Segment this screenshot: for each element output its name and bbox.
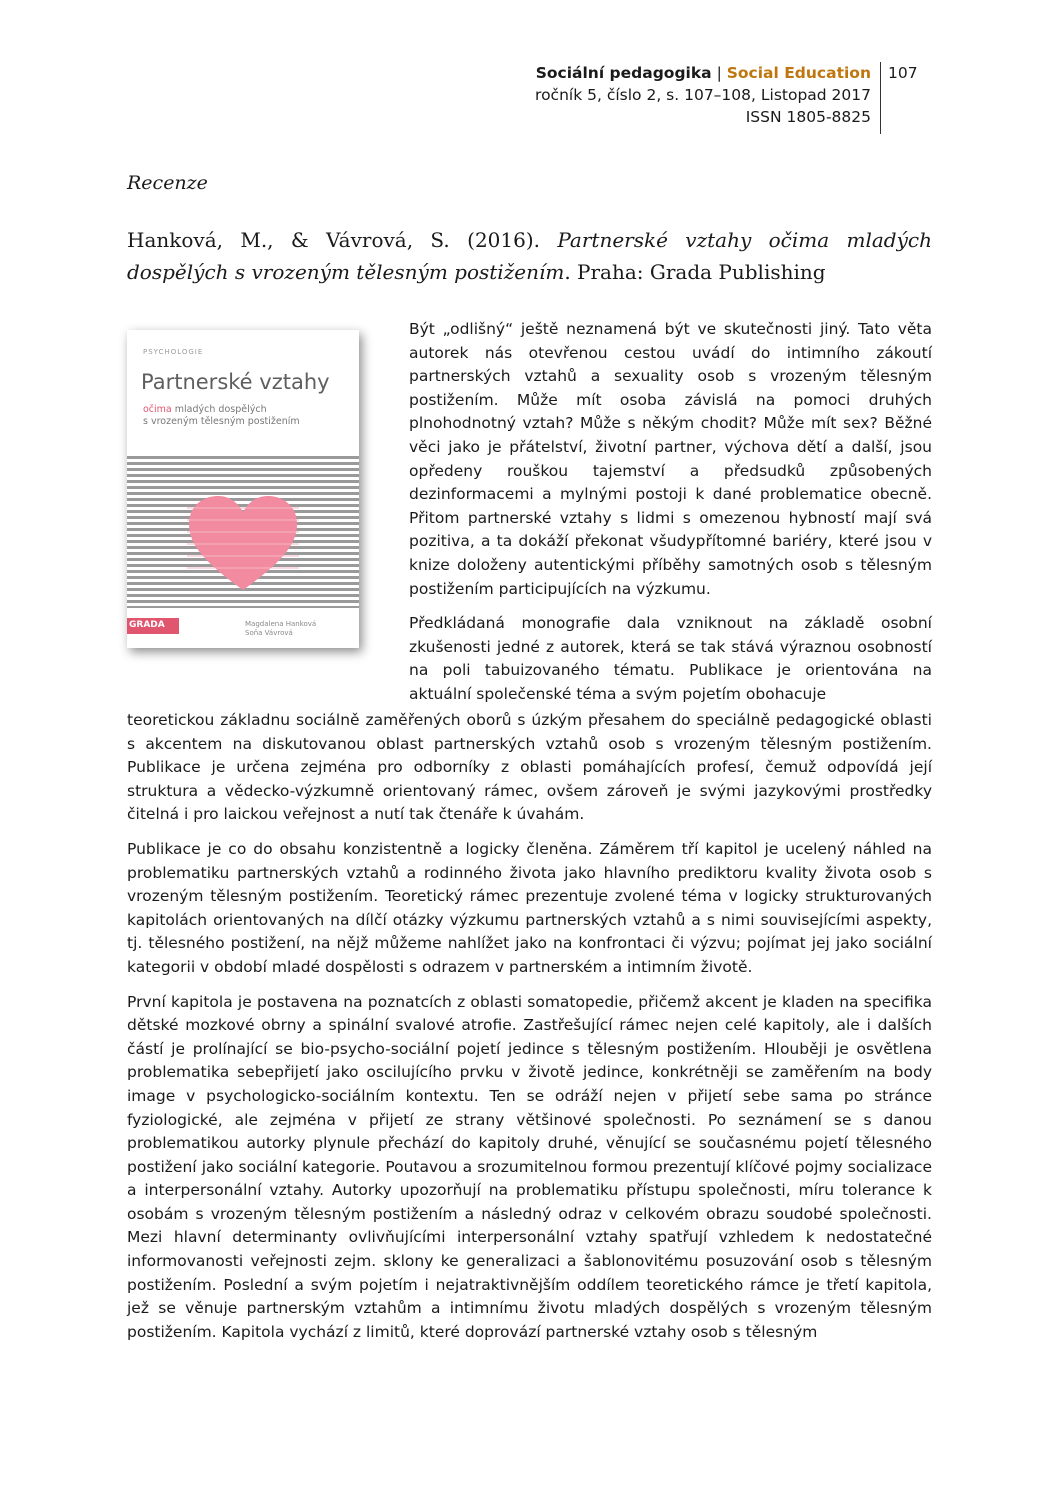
cover-subtitle: [143, 404, 300, 428]
journal-name-cs: Sociální pedagogika: [535, 64, 712, 82]
wrapped-text-column: [409, 318, 932, 718]
citation-authors: Hanková, M., & Vávrová, S. (2016).: [127, 228, 540, 252]
paragraph-continuation: teoretickou základnu sociálně zaměřených oborů s úzkým přesahem do speciálně pedagogické oblasti s akcentem na diskutovanou oblast partnerských vztahů osob s vrozeným tělesným postižením. Publikace je určena zejména pro odborníky z oblasti pomáhajících profesí, čemuž odpovídá její struktura a vědecko-výzkumně orientovaný rámec, ovšem zároveň je svými jazykovými prostředky čitelná i pro laickou veřejnost a nutí tak čtenáře k úvahám.: [127, 711, 932, 824]
paragraph-chapters: První kapitola je postavena na poznatcích z oblasti somatopedie, přičemž akcent je kladen na specifika dětské mozkové obrny a spinální svalové atrofie. Zastřešující rámec nejen celé kapitoly, ale i dalších částí je prolínající se bio-psycho-sociální pojetí jedince s tělesným postižením. Hlouběji je osvětlena problematika sebepřijetí jako oscilujícího prvku v životě jedince, konkrétněji se zaměřením na body image v psychologicko-sociálním kontextu. Ten se odráží nejen v přijetí sebe sama po stránce fyziologické, ale zejména v přijetí ze strany většinové společnosti. Po seznámení se s danou problematikou autorky plynule přechází do kapitoly druhé, věnující se současnému pojetí tělesného postižení jako sociální kategorie. Poutavou a srozumitelnou formou prezentují klíčové pojmy socializace a interpersonální vztahy. Autorky upozorňují na problematiku přístupu společnosti, míru tolerance k osobám s vrozeným tělesným postižením a následný odraz v celkovém obrazu soudobé společnosti. Mezi hlavní determinanty ovlivňujícími interpersonální vztahy spatřují vzhledem k nedostatečné informovanosti veřejnosti zejm. sklony ke generalizaci a šablonovitému posuzování osob s tělesným postižením. Poslední a svým pojetím i nejatraktivnějším oddílem teoretického rámce je třetí kapitola, jež se věnuje partnerským vztahům a intimnímu životu mladých dospělých s vrozeným tělesným postižením. Kapitola vychází z limitů, které doprovází partnerské vztahy osob s tělesným: [127, 992, 932, 1341]
citation-publisher: . Praha: Grada Publishing: [564, 260, 826, 284]
cover-subtitle-line1: mladých dospělých: [171, 404, 267, 415]
publisher-logo: [127, 618, 207, 634]
cover-subtitle-accent: očima: [143, 404, 172, 415]
journal-header: [535, 62, 871, 128]
cover-series: PSYCHOLOGIE: [143, 348, 204, 356]
journal-name-en: Social Education: [726, 64, 871, 82]
issue-info: ročník 5, číslo 2, s. 107–108, Listopad 2017: [535, 86, 871, 104]
paragraph-intro: Být „odlišný“ ještě neznamená být ve skutečnosti jiný. Tato věta autorek nás otevřenou cestou uvádí do intimního zákoutí partnerských vztahů a sexuality osob s vrozeným tělesným postižením. Může mít osoba závislá na pomoci druhých plnohodnotný vztah? Může s někým chodit? Může mít sex? Běžné věci jako je přátelství, životní partner, výchova dětí a další, jsou opředeny rouškou tajemství a předsudků způsobených dezinformacemi a mylnými postoji k dané problematice obecně. Přitom partnerské vztahy s lidmi s omezenou hybností mají svá pozitiva, a ta dokáží překonat všudypřítomné bariéry, které jsou v knize doloženy autentickými příběhy samotných osob s tělesným postižením participujících na výzkumu.: [409, 320, 932, 598]
book-cover-image: [127, 330, 359, 648]
journal-title-line: [535, 62, 871, 84]
title-separator: |: [716, 64, 722, 82]
cover-subtitle-line2: s vrozeným tělesným postižením: [143, 416, 300, 427]
citation-title: Partnerské vztahy očima mladých dospělých s vrozeným tělesným postižením: [127, 228, 932, 284]
cover-author-2: Soňa Vávrová: [245, 629, 293, 637]
header-divider: [880, 62, 881, 134]
heart-icon: [187, 494, 299, 594]
publisher-logo-text: GRADA: [129, 620, 165, 630]
body-text: [127, 709, 932, 1355]
review-citation: [127, 224, 932, 288]
section-label: Recenze: [127, 172, 208, 194]
cover-authors: [245, 620, 316, 638]
page-number: 107: [888, 64, 918, 82]
cover-author-1: Magdalena Hanková: [245, 620, 317, 628]
cover-title: Partnerské vztahy: [141, 370, 330, 394]
paragraph-monograph: Předkládaná monografie dala vzniknout na základě osobní zkušenosti jedné z autorek, která se tak stává výraznou osobností na poli tabuizovaného tématu. Publikace je orientována na aktuální společenské téma a svým pojetím obohacuje: [409, 614, 932, 703]
issn: ISSN 1805-8825: [745, 108, 871, 126]
paragraph-structure: Publikace je co do obsahu konzistentně a logicky členěna. Záměrem tří kapitol je ucelený náhled na problematiku partnerských vztahů a rodinného života jako hlavního prediktoru kvality života osob s vrozeným tělesným postižením. Teoretický rámec prezentuje zvolené téma v logicky strukturovaných kapitolách orientovaných na dílčí otázky výzkumu partnerských vztahů a s nimi souvisejícími aspekty, tj. tělesného postižení, na nějž můžeme nahlížet jako na konfrontaci či výzvu; pojímat jej jako sociální kategorii v období mladé dospělosti s odrazem v partnerském a intimním životě.: [127, 839, 932, 976]
